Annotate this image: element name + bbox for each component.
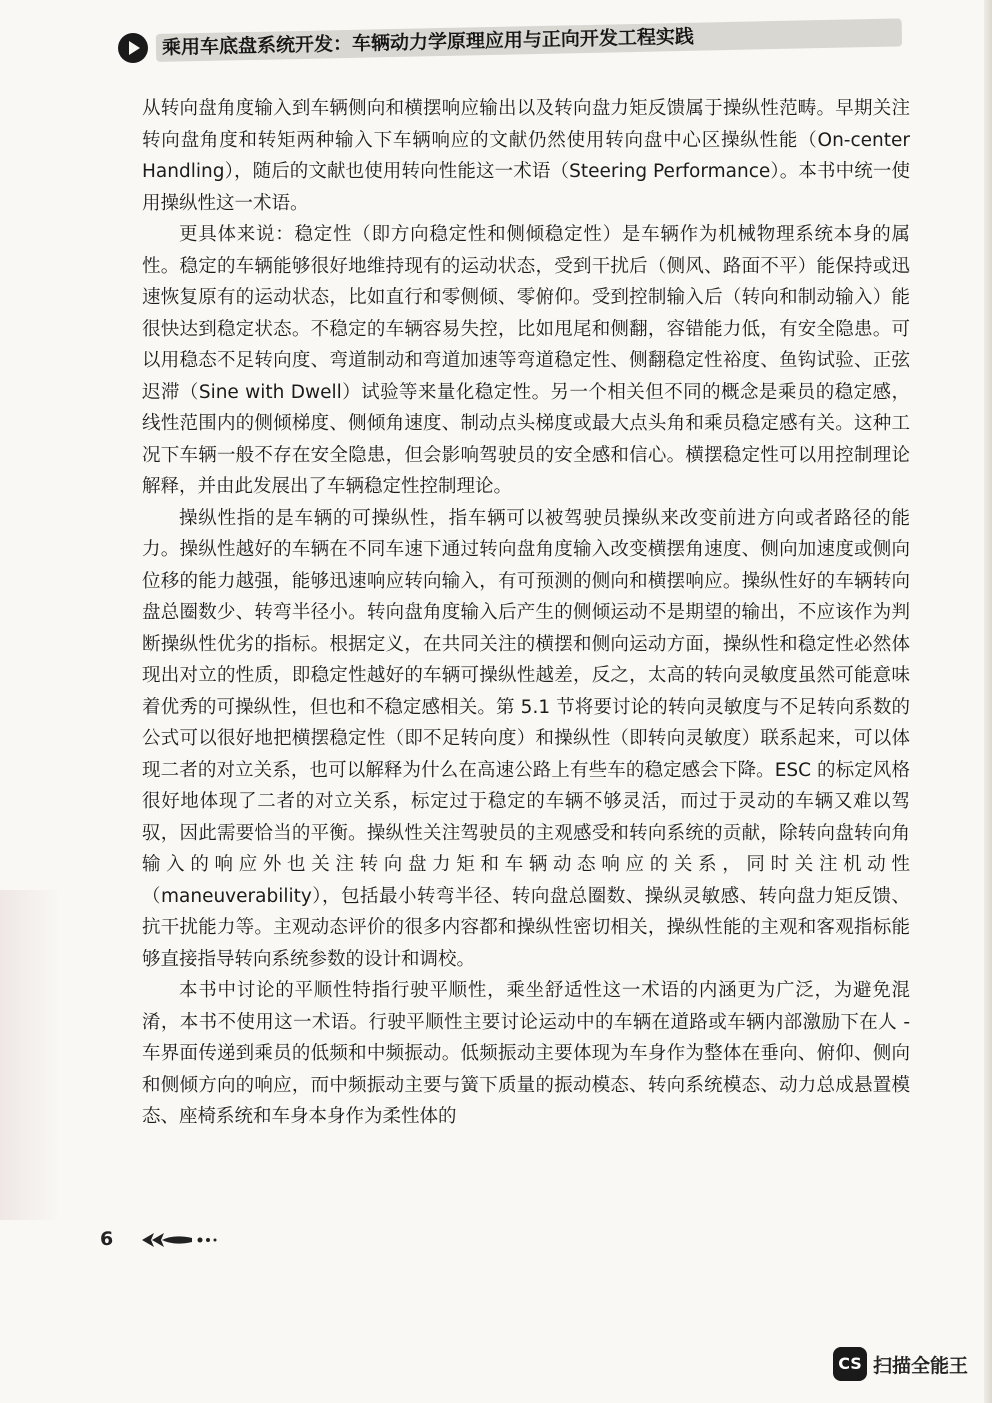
- page-edge-shadow: [984, 0, 992, 1403]
- arrow-left-ornament-icon: [140, 1230, 220, 1250]
- arrow-right-icon: [118, 33, 148, 63]
- scan-bleed-through: [0, 890, 60, 1220]
- paragraph-1: 从转向盘角度输入到车辆侧向和横摆响应输出以及转向盘力矩反馈属于操纵性范畴。早期关注转向盘角度和转矩两种输入下车辆响应的文献仍然使用转向盘中心区操纵性能（On-center Handling），随后的文献也使用转向性能这一术语（Steering Performance）。本书中统一使用操纵性这一术语。: [142, 98, 910, 214]
- page-footer: [100, 1222, 300, 1258]
- running-header: [118, 25, 908, 66]
- body-text: [142, 93, 910, 1133]
- paragraph-3: 操纵性指的是车辆的可操纵性，指车辆可以被驾驶员操纵来改变前进方向或者路径的能力。操纵性越好的车辆在不同车速下通过转向盘角度输入改变横摆角速度、侧向加速度或侧向位移的能力越强，能够迅速响应转向输入，有可预测的侧向和横摆响应。操纵性好的车辆转向盘总圈数少、转弯半径小。转向盘角度输入后产生的侧倾运动不是期望的输出，不应该作为判断操纵性优劣的指标。根据定义，在共同关注的横摆和侧向运动方面，操纵性和稳定性必然体现出对立的性质，即稳定性越好的车辆可操纵性越差，反之，太高的转向灵敏度虽然可能意味着优秀的可操纵性，但也和不稳定感相关。第 5.1 节将要讨论的转向灵敏度与不足转向系数的公式可以很好地把横摆稳定性（即不足转向度）和操纵性（即转向灵敏度）联系起来，可以体现二者的对立关系，也可以解释为什么在高速公路上有些车的稳定感会下降。ESC 的标定风格很好地体现了二者的对立关系，标定过于稳定的车辆不够灵活，而过于灵动的车辆又难以驾驭，因此需要恰当的平衡。操纵性关注驾驶员的主观感受和转向系统的贡献，除转向盘转向角输入的响应外也关注转向盘力矩和车辆动态响应的关系，同时关注机动性（maneuverability），包括最小转弯半径、转向盘总圈数、操纵灵敏感、转向盘力矩反馈、抗干扰能力等。主观动态评价的很多内容都和操纵性密切相关，操纵性能的主观和客观指标能够直接指导转向系统参数的设计和调校。: [142, 507, 910, 970]
- paragraph-2: 更具体来说：稳定性（即方向稳定性和侧倾稳定性）是车辆作为机械物理系统本身的属性。稳定的车辆能够很好地维持现有的运动状态，受到干扰后（侧风、路面不平）能保持或迅速恢复原有的运动状态，比如直行和零侧倾、零俯仰。受到控制输入后（转向和制动输入）能很快达到稳定状态。不稳定的车辆容易失控，比如甩尾和侧翻，容错能力低，有安全隐患。可以用稳态不足转向度、弯道制动和弯道加速等弯道稳定性、侧翻稳定性裕度、鱼钩试验、正弦迟滞（Sine with Dwell）试验等来量化稳定性。另一个相关但不同的概念是乘员的稳定感，线性范围内的侧倾梯度、侧倾角速度、制动点头梯度或最大点头角和乘员稳定感有关。这种工况下车辆一般不存在安全隐患，但会影响驾驶员的安全感和信心。横摆稳定性可以用控制理论解释，并由此发展出了车辆稳定性控制理论。: [142, 224, 910, 497]
- book-title: 乘用车底盘系统开发：车辆动力学原理应用与正向开发工程实践: [156, 18, 902, 62]
- paragraph-4: 本书中讨论的平顺性特指行驶平顺性，乘坐舒适性这一术语的内涵更为广泛，为避免混淆，本书不使用这一术语。行驶平顺性主要讨论运动中的车辆在道路或车辆内部激励下在人 - 车界面传递到乘员的低频和中频振动。低频振动主要体现为车身作为整体在垂向、俯仰、侧向和侧倾方向的响应，而中频振动主要与簧下质量的振动模态、转向系统模态、动力总成悬置模态、座椅系统和车身本身作为柔性体的: [142, 980, 910, 1127]
- watermark-text: 扫描全能王: [872, 1354, 968, 1377]
- page-number: 6: [100, 1228, 114, 1250]
- camscanner-logo: CS: [833, 1347, 867, 1381]
- scanner-watermark: [833, 1344, 968, 1384]
